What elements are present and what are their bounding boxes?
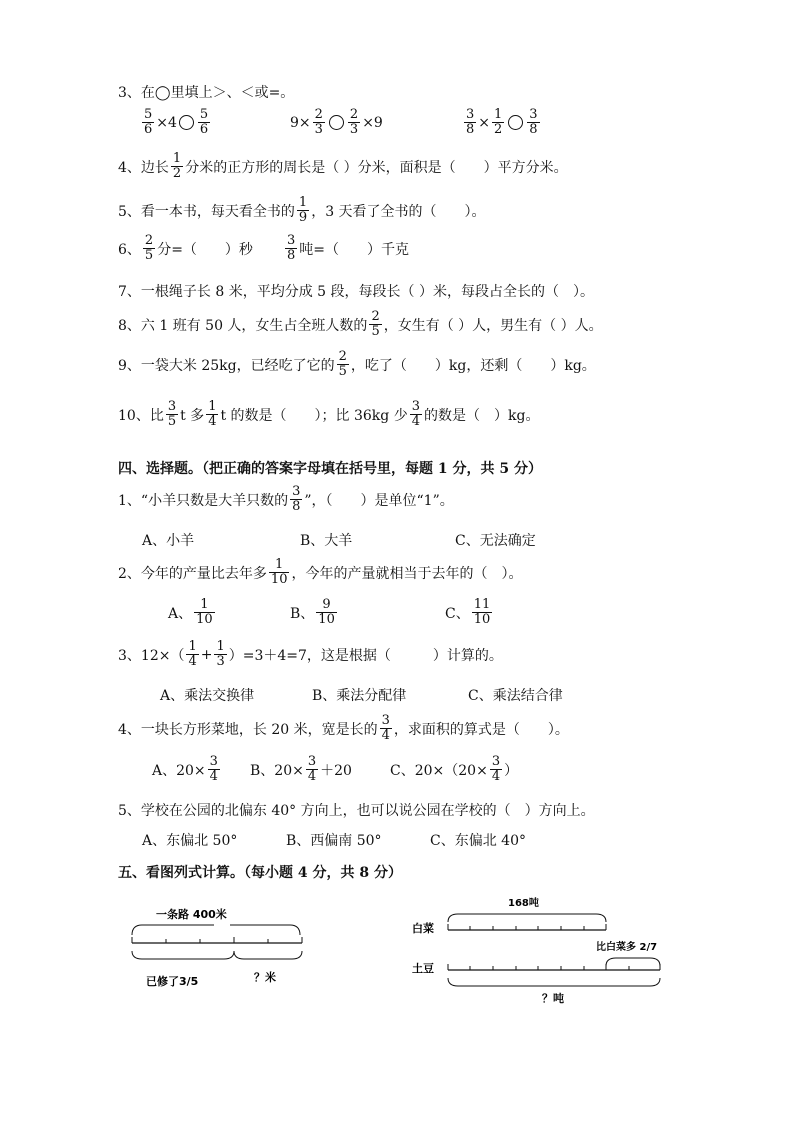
choice-5-option-a[interactable]: A、东偏北 50° <box>142 833 238 849</box>
q8: 8、六 1 班有 50 人，女生占全班人数的 $\frac{2}{5}$ ，女生有（ ）人，男生有（ ）人。 <box>118 309 603 339</box>
choice-3: 3、12×（ $\frac{1}{4}$ + $\frac{1}{3}$ ）=3＋4=7，这是根据（ ）计算的。 <box>118 639 503 669</box>
fig2-row2-label: 土豆 <box>412 962 434 975</box>
fig1-left-label: 已修了3/5 <box>146 975 199 988</box>
choice-3-option-b[interactable]: B、乘法分配律 <box>312 688 407 704</box>
fig1-top-label: 一条路 400米 <box>156 908 227 921</box>
blank-circle[interactable] <box>329 115 344 130</box>
blank-circle[interactable] <box>179 115 194 130</box>
section-5-title: 五、看图列式计算。（每小题 4 分，共 8 分） <box>118 865 402 881</box>
choice-4-option-b[interactable]: B、20× $\frac{3}{4}$ ＋20 <box>250 754 352 784</box>
choice-2-option-b[interactable]: B、 $\frac{9}{10}$ <box>290 597 335 627</box>
choice-1-option-a[interactable]: A、小羊 <box>142 533 195 549</box>
q4: 4、边长 $\frac{1}{2}$ 分米的正方形的周长是（ ）分米，面积是（ ）平方分米。 <box>118 151 568 181</box>
q10: 10、比 $\frac{3}{5}$ t 多 $\frac{1}{4}$ t 的数是（ ）；比 36kg 少 $\frac{3}{4}$ 的数是（ ）kg。 <box>118 399 540 429</box>
figure-vegetables <box>408 890 678 1010</box>
choice-4: 4、一块长方形菜地，长 20 米，宽是长的 $\frac{3}{4}$ ，求面积的算式是（ ）。 <box>118 713 569 743</box>
q3-item-2: 9× $\frac{2}{3}$ $\frac{2}{3}$ ×9 <box>290 107 383 137</box>
q5: 5、看一本书，每天看全书的 $\frac{1}{9}$ ，3 天看了全书的（ ）。 <box>118 195 486 225</box>
section-4-title: 四、选择题。（把正确的答案字母填在括号里，每题 1 分，共 5 分） <box>118 461 542 477</box>
fig2-bottom-label: ？吨 <box>542 992 564 1005</box>
choice-1-option-b[interactable]: B、大羊 <box>300 533 353 549</box>
fig1-right-label: ？米 <box>254 971 276 984</box>
choice-1: 1、“小羊只数是大羊只数的 $\frac{3}{8}$ ”，（ ）是单位“1”。 <box>118 484 454 514</box>
figure-road <box>120 895 320 995</box>
q9: 9、一袋大米 25kg，已经吃了它的 $\frac{2}{5}$ ，吃了（ ）kg，还剩（ ）kg。 <box>118 349 596 379</box>
choice-1-option-c[interactable]: C、无法确定 <box>455 533 536 549</box>
fig2-row1-label: 白菜 <box>412 922 434 935</box>
choice-2-option-a[interactable]: A、 $\frac{1}{10}$ <box>168 597 213 627</box>
q6: 6、 $\frac{2}{5}$ 分=（ ）秒 $\frac{3}{8}$ 吨=（ ）千克 <box>118 233 409 263</box>
choice-4-option-a[interactable]: A、20× $\frac{3}{4}$ <box>152 754 218 784</box>
q3-prompt: 3、在◯里填上＞、＜或=。 <box>118 85 295 101</box>
q3-item-3: $\frac{3}{8}$ × $\frac{1}{2}$ $\frac{3}{8}$ <box>466 107 538 137</box>
choice-2: 2、今年的产量比去年多 $\frac{1}{10}$ ，今年的产量就相当于去年的（ ）。 <box>118 557 523 587</box>
q3-item-1: $\frac{5}{6}$ ×4 $\frac{5}{6}$ <box>144 107 209 137</box>
choice-5-option-c[interactable]: C、东偏北 40° <box>430 833 526 849</box>
choice-2-option-c[interactable]: C、 $\frac{11}{10}$ <box>445 597 491 627</box>
choice-3-option-a[interactable]: A、乘法交换律 <box>160 688 255 704</box>
blank-circle[interactable] <box>508 115 523 130</box>
fig2-top-label: 168吨 <box>508 898 539 909</box>
choice-4-option-c[interactable]: C、20×（20× $\frac{3}{4}$ ） <box>390 754 519 784</box>
choice-5-option-b[interactable]: B、西偏南 50° <box>286 833 382 849</box>
choice-3-option-c[interactable]: C、乘法结合律 <box>468 688 563 704</box>
choice-5: 5、学校在公园的北偏东 40° 方向上，也可以说公园在学校的（ ）方向上。 <box>118 803 595 819</box>
q7: 7、一根绳子长 8 米，平均分成 5 段，每段长（ ）米，每段占全长的（ ）。 <box>118 284 594 300</box>
fig2-note-label: 比白菜多 2/7 <box>596 942 658 953</box>
